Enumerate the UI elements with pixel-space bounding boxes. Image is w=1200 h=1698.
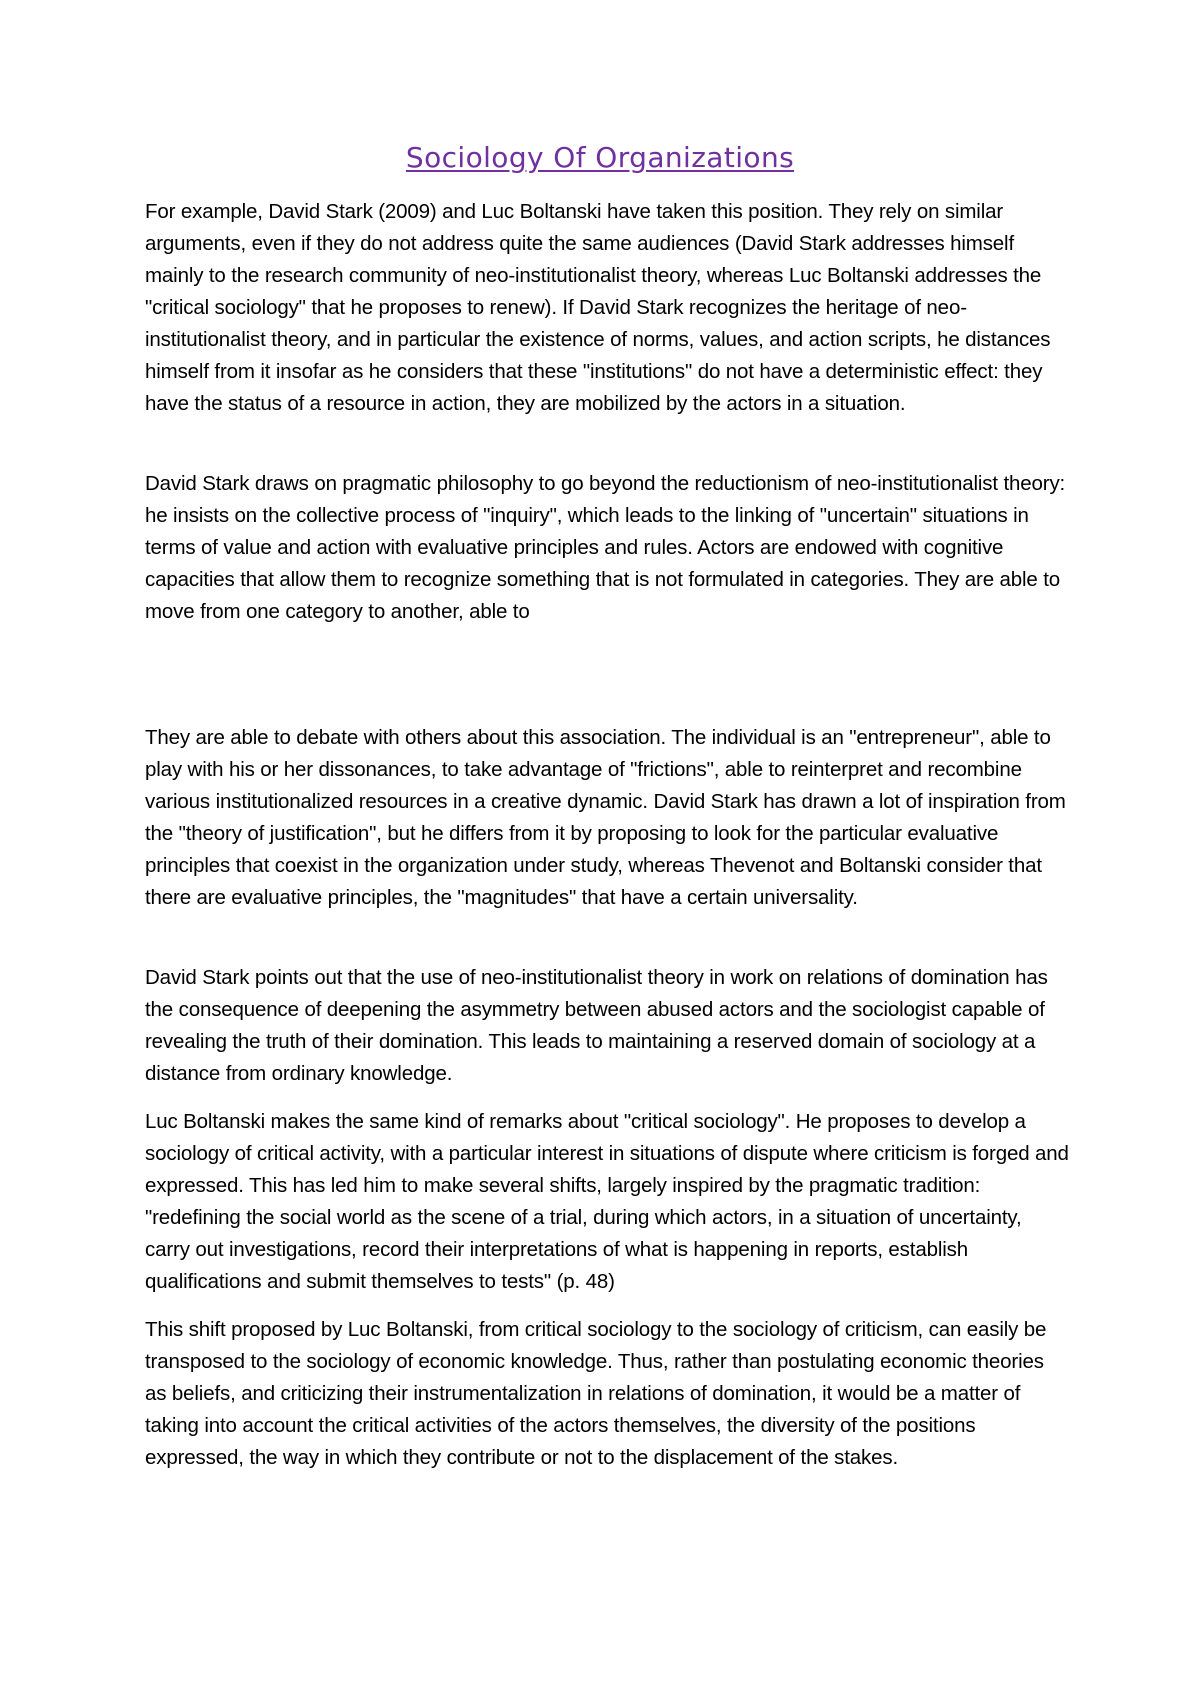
paragraph: David Stark draws on pragmatic philosophy to go beyond the reductionism of neo-institutionalist theory: he insists on the collective process of "inquiry", which leads to the linking of "uncertain" situations in terms of value and action with evaluative principles and rules. Actors are endowed with cognitive capacities that allow them to recognize something that is not formulated in categories. They are able to move from one category to another, able to — [145, 472, 1066, 623]
page-title: Sociology Of Organizations — [405, 141, 795, 174]
paragraph: David Stark points out that the use of neo-institutionalist theory in work on relations of domination has the consequence of deepening the asymmetry between abused actors and the sociologist capable of revealing the truth of their domination. This leads to maintaining a reserved domain of sociology at a distance from ordinary knowledge. — [145, 966, 1048, 1085]
paragraph: This shift proposed by Luc Boltanski, from critical sociology to the sociology of criticism, can easily be transposed to the sociology of economic knowledge. Thus, rather than postulating economic theories as beliefs, and criticizing their instrumentalization in relations of domination, it would be a matter of taking into account the critical activities of the actors themselves, the diversity of the positions expressed, the way in which they contribute or not to the displacement of the stakes. — [145, 1318, 1047, 1469]
paragraph: For example, David Stark (2009) and Luc Boltanski have taken this position. They rely on similar arguments, even if they do not address quite the same audiences (David Stark addresses himself mainly to the research community of neo-institutionalist theory, whereas Luc Boltanski addresses the "critical sociology" that he proposes to renew). If David Stark recognizes the heritage of neo-institutionalist theory, and in particular the existence of norms, values, and action scripts, he distances himself from it insofar as he considers that these "institutions" do not have a deterministic effect: they have the status of a resource in action, they are mobilized by the actors in a situation. — [145, 200, 1051, 415]
paragraph: Luc Boltanski makes the same kind of remarks about "critical sociology". He proposes to develop a sociology of critical activity, with a particular interest in situations of dispute where criticism is forged and expressed. This has led him to make several shifts, largely inspired by the pragmatic tradition: "redefining the social world as the scene of a trial, during which actors, in a situation of uncertainty, carry out investigations, record their interpretations of what is happening in reports, establish qualifications and submit themselves to tests" (p. 48) — [145, 1110, 1069, 1293]
paragraph: They are able to debate with others about this association. The individual is an "entrepreneur", able to play with his or her dissonances, to take advantage of "frictions", able to reinterpret and recombine various institutionalized resources in a creative dynamic. David Stark has drawn a lot of inspiration from the "theory of justification", but he differs from it by proposing to look for the particular evaluative principles that coexist in the organization under study, whereas Thevenot and Boltanski consider that there are evaluative principles, the "magnitudes" that have a certain universality. — [145, 726, 1066, 909]
